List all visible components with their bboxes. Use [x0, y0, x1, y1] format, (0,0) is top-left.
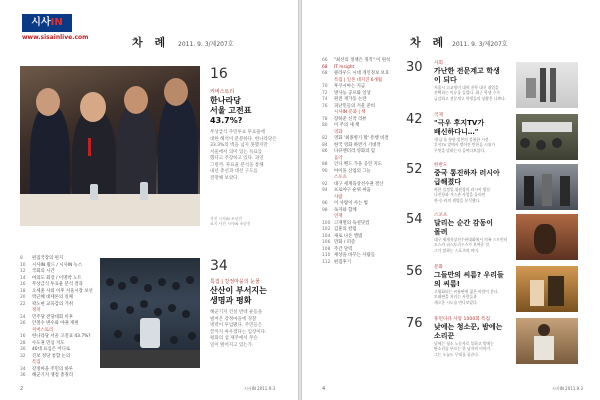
list-item-title: 민주당 전당대회 이후 [32, 314, 73, 320]
list-item-title: 박근혜 대세론의 실체 [32, 295, 73, 300]
list-item-title: 피난민들의 겨울 준비 [334, 103, 375, 109]
right-page-number: 4 [322, 386, 326, 392]
right-toc-title: 차 례 [410, 36, 448, 49]
list-item-title: 이 주의 새 책 [334, 123, 360, 128]
entry-headline [434, 323, 512, 340]
feature-1-headline-line: 한나라당 [210, 96, 241, 105]
list-item-page: 28 [20, 340, 26, 346]
list-item-title: "최선의 정책은 정직" 이 원칙 [334, 58, 391, 63]
list-item-page: 112 [322, 259, 331, 265]
entry-headline [434, 169, 512, 186]
list-item-title: 다큐멘터리 영화의 힘 [334, 149, 375, 154]
list-item-title: 국회의 시간 [32, 269, 55, 274]
list-item-title: 방사능 공포와 일상 [334, 90, 371, 96]
entry-headline-line: 중국 통진하자 러시아 [434, 169, 500, 177]
list-item-title: 고재열의 독설닷컴 [334, 220, 370, 226]
feature-2-headline-line: 산산이 부서지는 [210, 286, 267, 295]
entry-headline-line: 배신하다니…" [434, 127, 479, 136]
list-item-title: 클라우드 시대 개인정보 보호 [334, 71, 390, 76]
list-item-page: 72 [322, 90, 328, 96]
entry-body-line: 선택하는 이유를 들었다. 최근 학생 수가 [434, 90, 500, 96]
feature-1-page-number: 16 [210, 66, 228, 82]
body-line: 끝까지 싸우겠다는 입장이다. [210, 329, 267, 335]
thumb-wrestling-photo [516, 266, 578, 312]
entry-page-number: 54 [406, 212, 423, 227]
entry-headline-line: 몰려 [434, 227, 448, 236]
logo-left: 시사 [31, 17, 51, 28]
left-footer-credit: 시사IN 2011.9.3 [244, 386, 275, 391]
list-item-title: 수도권 민심 지도 [32, 340, 65, 346]
body-line: 일이 벌어지고 있는가. [210, 342, 254, 348]
body-line: 전망해 보았다. [210, 175, 239, 181]
entry-page-number: 56 [406, 264, 423, 279]
list-item-title: 주간 달력 [334, 246, 353, 252]
body-line: 했다고 주장하고 있다. 과연 [210, 156, 264, 161]
list-item-page: 76 [322, 103, 328, 109]
list-item-title: 시사IN 문화 | 책 [334, 110, 366, 115]
list-item-title: 새로 나온 앨범 [334, 233, 363, 239]
list-item-page: 12 [20, 269, 26, 274]
thumb-summit-photo [516, 164, 578, 210]
list-item-page: 78 [322, 116, 328, 122]
list-item-title: 한국 영화 하반기 기대작 [334, 142, 381, 148]
thumb-singer-photo [516, 318, 578, 364]
entry-headline-line: 가난한 전문계고 학생 [434, 67, 500, 75]
list-item-title: 음악 [334, 155, 343, 161]
logo-right: IN [50, 17, 63, 28]
body-line: 서울에서 의미 있는 득표를 [210, 149, 263, 155]
list-item-page: 30 [20, 347, 26, 352]
list-item-title: 이 사람이 사는 법 [334, 201, 368, 206]
list-item-title: 안철수 변수와 야권 재편 [32, 321, 79, 326]
list-item-page: 92 [322, 181, 328, 187]
list-item-page: 34 [20, 366, 26, 372]
list-item-title: 장하준 신작 리뷰 [334, 116, 367, 122]
list-item-title: 진보 정당 통합 논의 [32, 353, 71, 359]
entry-body-line: 오스카 피스토리우스가 보여준 것. [434, 242, 491, 248]
list-item-page: 14 [20, 275, 26, 281]
list-item-title: 영화 [334, 129, 343, 135]
list-item-page: 86 [322, 149, 328, 154]
body-line: 평화의 섬 제주에서 무슨 [210, 336, 258, 341]
left-contents-list [20, 256, 93, 380]
entry-body-line: 나진항과 가스관 사업을 둘러싼 [434, 192, 486, 198]
list-item-title: 오세훈 사퇴 이후 서울시장 보선 [32, 288, 93, 294]
feature-2-kicker: 특집 | 강정마을의 눈물 [210, 279, 260, 285]
entry-body [434, 85, 512, 101]
list-item-page: 94 [322, 188, 328, 193]
list-item-title: 정치 [32, 308, 41, 313]
list-item-title: 여의도 회장 / 이명박 노트 [32, 275, 82, 281]
thumb-runner-photo [516, 214, 578, 260]
list-item-page: 68 [322, 64, 328, 70]
body-line: 해군기지 건설 반대 운동을 [210, 310, 263, 315]
entry-body-line: 모래판을 지키는 사람들과 [434, 294, 477, 300]
logo [22, 14, 72, 32]
left-toc-meta: 2011. 9. 3/제207호 [178, 41, 234, 48]
list-item-title: 인디 밴드 가을 공연 지도 [334, 162, 382, 167]
list-item-page: 10 [20, 262, 26, 268]
thumb-protest-photo [516, 114, 578, 160]
entry-body-line: 낮에는 청소 노동자로 일하고 밤에는 [434, 341, 494, 346]
entry-headline [434, 271, 512, 288]
entry-body-line: 그는 오늘도 무대를 꿈꾼다. [434, 351, 480, 357]
entry-category: 국제 [434, 113, 443, 118]
entry-body-line: 북·중·러의 셈법을 분석했다. [434, 197, 481, 203]
entry-headline-line: 급해졌다 [434, 177, 462, 186]
list-item-title: 후쿠시마는 지금 [334, 84, 366, 89]
feature-1-credit [210, 216, 251, 226]
entry-body-line: 급감하고 전문계고 학생들의 상황은 나쁘다. [434, 95, 507, 101]
list-item-page: 26 [20, 321, 26, 326]
cover-photo-meeting [20, 66, 200, 226]
credit-line: 표지 사진 시사IN 조남진 [210, 221, 251, 226]
list-item-page: 98 [322, 207, 328, 213]
list-item-title: 독자와 함께 [334, 207, 357, 213]
list-item-page: 18 [20, 288, 26, 294]
entry-headline [434, 67, 512, 84]
body-line: 무상급식 주민투표 투표율에 [210, 130, 266, 135]
entry-body-line: 후지TV 앞에서 벌어진 반한류 시위가 [434, 142, 496, 148]
feature-entry[interactable] [434, 60, 512, 101]
list-item-title: 편집국장의 편지 [32, 256, 64, 261]
right-footer-credit: 시사IN 2011.9.3 [552, 386, 583, 391]
list-item-title: 원전 재가동 논란 [334, 97, 367, 102]
list-item-title: 편집후기 [334, 259, 351, 265]
list-item-title: 시사IN 월드 / 시사IN 뉴스 [32, 262, 83, 268]
credit-line: 사진 시사IN 조남진 [210, 216, 243, 221]
feature-entry[interactable] [434, 316, 512, 357]
entry-page-number: 76 [406, 316, 423, 331]
feature-1-headline-line: 서울 고전표 [210, 106, 252, 115]
list-item-page: 96 [322, 201, 328, 206]
list-item-page: 110 [322, 253, 331, 258]
feature-2-headline-line: 생명과 평화 [210, 296, 252, 305]
entry-category: 사회 [434, 61, 443, 66]
entry-body-line: 대구 세계육상선수권대회에서 의족 스프린터 [434, 237, 508, 242]
entry-body [434, 187, 512, 203]
list-item[interactable] [20, 373, 93, 380]
list-item-page: 104 [322, 233, 331, 239]
list-item-title: 대구 세계육상선수권 결산 [334, 181, 384, 187]
riot-police-photo [100, 258, 200, 368]
entry-page-number: 30 [406, 60, 423, 75]
feature-2-page-number: 34 [210, 258, 228, 274]
entry-headline-line: 소리꾼 [434, 331, 455, 340]
feature-2-body [210, 310, 290, 349]
list-item-page: 90 [322, 168, 328, 174]
entry-body-line: 고령화되는 씨름판에 젊은 바람이 분다. [434, 289, 499, 294]
list-item-title: 무상급식 투표율 분석 결과 [32, 282, 83, 287]
list-item-page: 24 [20, 314, 26, 320]
feature-1-headline[interactable] [210, 96, 251, 126]
entry-headline-line: 의 씨름! [434, 279, 460, 288]
list-item-title: 세상을 바꾸는 사람들 [334, 253, 375, 258]
list-item-page: 88 [322, 162, 328, 167]
list-item-page: 84 [322, 142, 328, 148]
list-item-page: 100 [322, 220, 331, 226]
entry-body-line: 북한 김정일 위원장의 러시아 방문. [434, 187, 492, 192]
body-line: 내년 총선과 대선 구도를 [210, 169, 258, 174]
thumb-students-photo [516, 62, 578, 108]
entry-category: 문화 [434, 265, 443, 270]
list-item-page: 102 [322, 227, 331, 232]
feature-entry[interactable] [434, 162, 512, 203]
entry-body [434, 289, 512, 305]
feature-entry[interactable] [434, 212, 512, 253]
list-item-page: 80 [322, 123, 328, 128]
left-page-number: 2 [20, 386, 24, 392]
list-item-title: 곽노현 교육감의 거취 [32, 301, 73, 307]
list-item-title: 연재 [334, 214, 343, 219]
feature-2-headline[interactable] [210, 286, 267, 306]
list-item-title: 사람 [334, 194, 343, 200]
feature-1-kicker: 커버스토리 [210, 89, 235, 95]
list-item-title: 40대 표심은 어디로 [32, 347, 71, 352]
list-item-page: 32 [20, 353, 26, 359]
entry-body-line: 판소리를 부르는 한 남자의 이야기. [434, 346, 492, 352]
feature-1-headline-line: 43.7%? [210, 116, 243, 125]
list-item-page: 106 [322, 240, 331, 245]
entry-body-line: 무엇을 말하는지 들여다보았다. [434, 147, 486, 153]
list-item-title: 특집 [32, 360, 41, 365]
list-item-page: 16 [20, 334, 26, 339]
list-item-page: 36 [20, 373, 26, 378]
entry-headline-line: 낮에는 청소꾼, 밤에는 [434, 323, 503, 331]
list-item-title: 해군기지 쟁점 총정리 [32, 373, 73, 378]
list-item-page: 74 [322, 97, 328, 102]
entry-page-number: 42 [406, 112, 423, 127]
list-item-title: 영화 '최종병기 활' 흥행 비결 [334, 136, 389, 141]
list-item-title: 만화 / 퍼즐 [334, 240, 356, 245]
entry-body-line: 그가 말하는 스포츠의 의미. [434, 247, 480, 253]
entry-category: 한반도 [434, 163, 448, 168]
entry-headline-line: 이 되다 [434, 75, 457, 84]
entry-body-line: 새로운 시도를 만나보았다. [434, 299, 478, 305]
entry-headline-line: 그들만의 씨름? 우리들 [434, 271, 504, 279]
body-line: 벌여온 강정마을에 경찰 [210, 316, 257, 322]
list-item-title: 아이돌 산업의 그늘 [334, 168, 371, 174]
entry-page-number: 52 [406, 162, 423, 177]
list-item-page: 82 [322, 136, 328, 141]
list-item-title: 한나라당 서울 고전표 43.7%? [32, 334, 91, 339]
list-item-page: 22 [20, 301, 26, 307]
body-line: 그럴까. 투표율 분석을 통해 [210, 162, 264, 168]
list-item-page: 16 [20, 282, 26, 287]
body-line: 병력이 투입됐다. 주민들은 [210, 323, 263, 328]
right-toc-meta: 2011. 9. 3/제207호 [452, 41, 508, 48]
entry-body [434, 341, 512, 357]
list-item-title: 김훈의 칼럼 [334, 227, 357, 232]
list-item-page: 108 [322, 246, 331, 252]
feature-1-body [210, 130, 290, 182]
list-item-title: IT Insight [334, 64, 355, 70]
list-item-page: 66 [322, 58, 328, 63]
list-item-page: 70 [322, 84, 328, 89]
list-item-page: 8 [20, 256, 23, 261]
entry-body-line: '한류'를 향한 일본의 불편한 시선. [434, 137, 490, 142]
entry-body [434, 137, 512, 153]
list-item-page: 20 [20, 295, 26, 300]
list-item[interactable] [322, 260, 390, 267]
list-item-title: 스포츠 [334, 175, 347, 180]
entry-body-line: 서울시 고교생이 대학 진학 대신 취업을 [434, 85, 499, 90]
left-toc-title: 차 례 [132, 36, 170, 49]
right-contents-list [322, 58, 390, 266]
feature-entry[interactable] [434, 112, 512, 153]
list-item-title: 특집 | 일본 대지진 6개월 [334, 77, 383, 83]
entry-headline-line: "극우 후지TV가 [434, 119, 485, 127]
list-item-title: 강정마을 주민의 하루 [32, 366, 73, 372]
feature-entry[interactable] [434, 264, 512, 305]
entry-headline [434, 219, 512, 236]
body-line: 33.3%의 벽을 넘지 못했지만 [210, 143, 268, 148]
entry-body [434, 237, 512, 253]
body-line: 대한 해석이 분분하다. 한나라당은 [210, 136, 277, 142]
entry-headline [434, 119, 512, 136]
list-item-page: 68 [322, 71, 328, 76]
site-url: www.sisainlive.com [22, 34, 89, 41]
entry-category: 휴먼다큐 사랑 1000회 특집 [434, 317, 491, 322]
list-item-title: 커버스토리 [32, 327, 54, 333]
entry-headline-line: 달리는 순간 감동이 [434, 219, 493, 227]
entry-category: 스포츠 [434, 213, 448, 218]
left-page [0, 0, 298, 400]
list-item-title: 프로야구 순위 싸움 [334, 188, 371, 193]
